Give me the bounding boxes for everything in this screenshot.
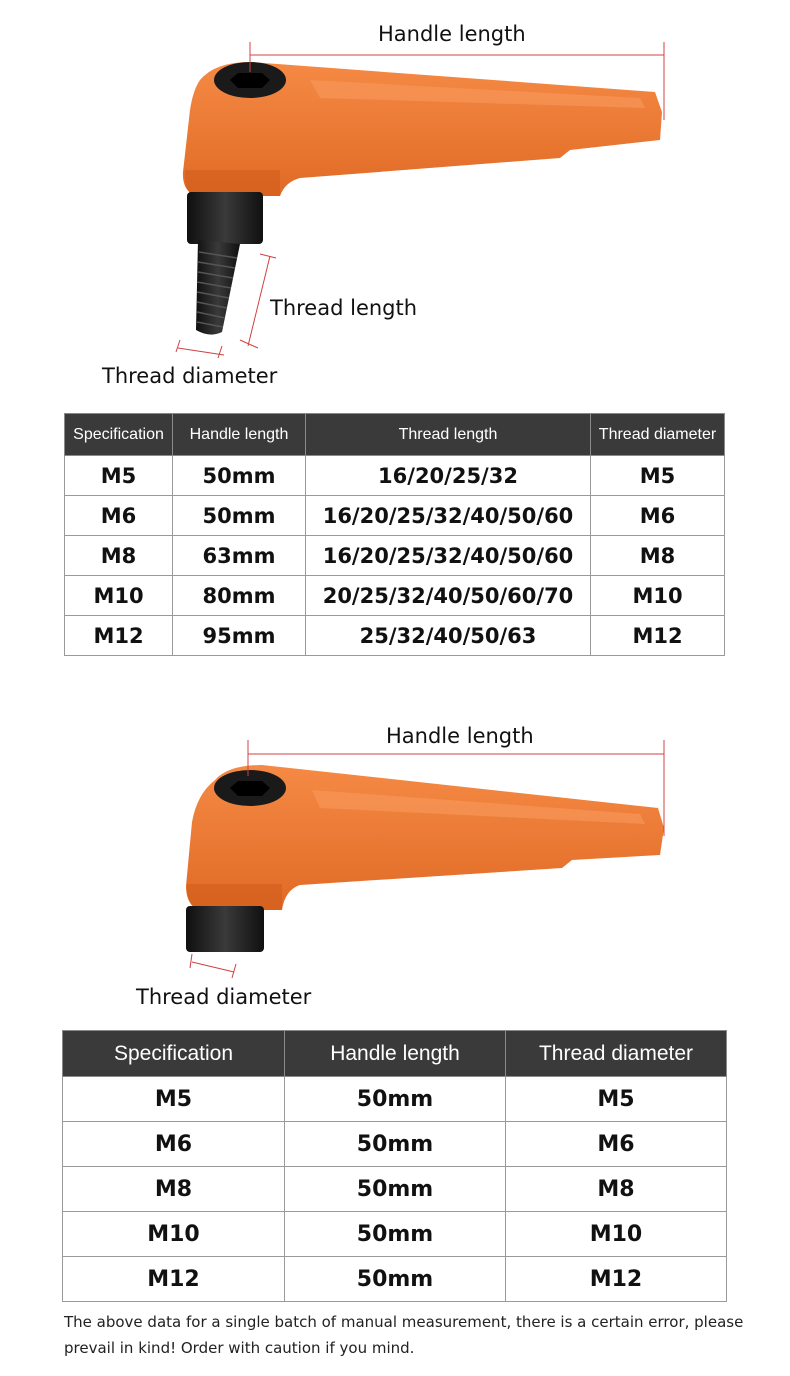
cell-thread-length: 16/20/25/32	[306, 456, 591, 496]
table-row	[63, 1167, 727, 1212]
table-row	[63, 1257, 727, 1302]
cell-handle-length: 50mm	[285, 1257, 506, 1302]
spec-table-threaded	[64, 413, 725, 656]
cell-thread-diameter: M8	[506, 1167, 727, 1212]
table-row	[65, 536, 725, 576]
cell-specification: M8	[63, 1167, 285, 1212]
cell-thread-diameter: M6	[506, 1122, 727, 1167]
handle-diagram-female	[0, 710, 790, 1010]
table-header-row	[63, 1031, 727, 1077]
cell-specification: M10	[65, 576, 173, 616]
black-collar	[187, 192, 263, 244]
threaded-stud	[196, 240, 240, 335]
table-row	[65, 456, 725, 496]
cell-specification: M6	[65, 496, 173, 536]
spec-table-female	[62, 1030, 727, 1302]
cell-handle-length: 80mm	[173, 576, 306, 616]
header-thread-diameter: Thread diameter	[506, 1031, 727, 1077]
cell-handle-length: 63mm	[173, 536, 306, 576]
cell-handle-length: 50mm	[285, 1077, 506, 1122]
measurement-disclaimer	[64, 1309, 744, 1361]
disclaimer-line-1: The above data for a single batch of manual measurement, there is a certain error, please	[64, 1313, 744, 1331]
header-handle-length: Handle length	[173, 414, 306, 456]
cell-specification: M12	[63, 1257, 285, 1302]
cell-thread-length: 16/20/25/32/40/50/60	[306, 496, 591, 536]
cell-specification: M10	[63, 1212, 285, 1257]
cell-thread-diameter: M10	[506, 1212, 727, 1257]
header-thread-diameter: Thread diameter	[591, 414, 725, 456]
header-specification: Specification	[65, 414, 173, 456]
cell-handle-length: 95mm	[173, 616, 306, 656]
cell-thread-diameter: M12	[506, 1257, 727, 1302]
cell-handle-length: 50mm	[285, 1122, 506, 1167]
cell-specification: M5	[65, 456, 173, 496]
cell-thread-diameter: M5	[506, 1077, 727, 1122]
cell-specification: M5	[63, 1077, 285, 1122]
table-row	[65, 616, 725, 656]
cell-thread-diameter: M10	[591, 576, 725, 616]
cell-thread-length: 20/25/32/40/50/60/70	[306, 576, 591, 616]
disclaimer-line-2: prevail in kind! Order with caution if you mind.	[64, 1339, 415, 1357]
cell-handle-length: 50mm	[173, 496, 306, 536]
handle-diagram-threaded	[0, 0, 790, 400]
cell-thread-diameter: M6	[591, 496, 725, 536]
cell-handle-length: 50mm	[173, 456, 306, 496]
handle-length-label: Handle length	[386, 724, 534, 748]
cell-thread-diameter: M8	[591, 536, 725, 576]
cell-specification: M12	[65, 616, 173, 656]
cell-thread-length: 25/32/40/50/63	[306, 616, 591, 656]
header-specification: Specification	[63, 1031, 285, 1077]
cell-specification: M6	[63, 1122, 285, 1167]
thread-diameter-label: Thread diameter	[136, 985, 312, 1009]
table-row	[63, 1122, 727, 1167]
table-header-row	[65, 414, 725, 456]
black-collar	[186, 906, 264, 952]
table-row	[63, 1212, 727, 1257]
cell-thread-length: 16/20/25/32/40/50/60	[306, 536, 591, 576]
cell-thread-diameter: M5	[591, 456, 725, 496]
table-row	[63, 1077, 727, 1122]
cell-specification: M8	[65, 536, 173, 576]
cell-thread-diameter: M12	[591, 616, 725, 656]
handle-length-label: Handle length	[378, 22, 526, 46]
cell-handle-length: 50mm	[285, 1167, 506, 1212]
hex-socket-screw-head	[214, 770, 286, 806]
header-thread-length: Thread length	[306, 414, 591, 456]
table-row	[65, 576, 725, 616]
table-row	[65, 496, 725, 536]
header-handle-length: Handle length	[285, 1031, 506, 1077]
thread-diameter-label: Thread diameter	[102, 364, 278, 388]
cell-handle-length: 50mm	[285, 1212, 506, 1257]
thread-length-label: Thread length	[270, 296, 418, 320]
